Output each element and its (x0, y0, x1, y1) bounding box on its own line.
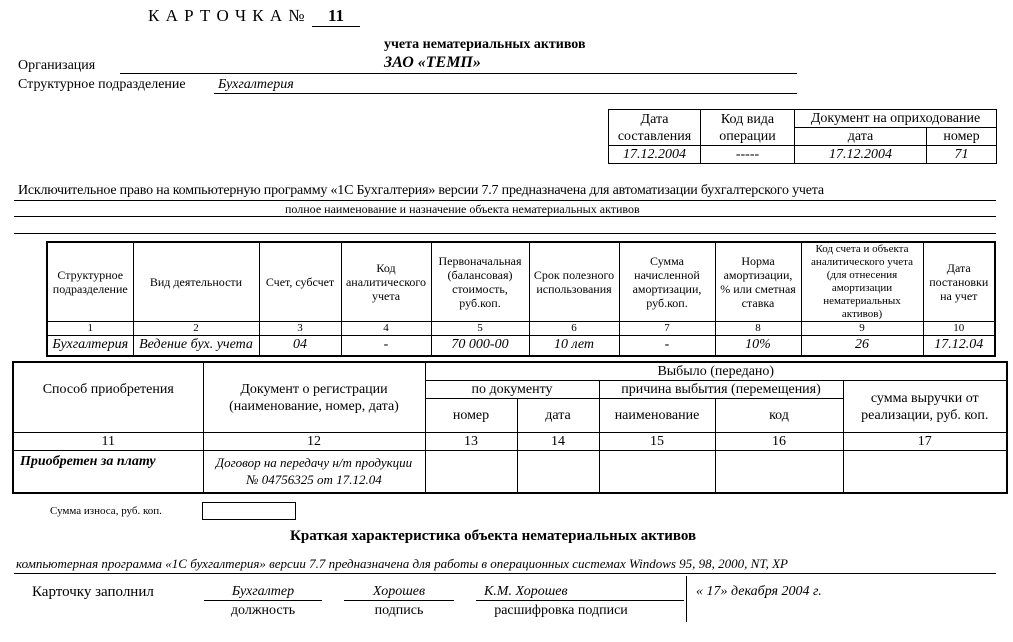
t1-h-6: Сумма начисленной амортизации, руб.коп. (619, 242, 715, 322)
org-value: ЗАО «ТЕМП» (384, 54, 481, 71)
t2-h-method: Способ приобретения (13, 362, 203, 433)
t1-h-3: Код аналитического учета (341, 242, 431, 322)
t2-n-3: 14 (517, 433, 599, 451)
brief-text: компьютерная программа «1С бухгалтерия» версии 7.7 предназначена для работы в операционных системах Windows 95, 98, 2000, NT, XP (16, 556, 789, 571)
t1-v-1: Ведение бух. учета (133, 336, 259, 356)
doc-h-date: Дата составления (609, 110, 701, 146)
t1-n-2: 3 (259, 322, 341, 336)
doc-v-doc-num: 71 (927, 146, 997, 164)
t1-v-9: 17.12.04 (923, 336, 995, 356)
t2-h-retired: Выбыло (передано) (425, 362, 1007, 381)
t2-h-name: наименование (599, 399, 715, 433)
t2-n-4: 15 (599, 433, 715, 451)
t2-n-0: 11 (13, 433, 203, 451)
t1-h-1: Вид деятельности (133, 242, 259, 322)
wear-label: Сумма износа, руб. коп. (50, 505, 162, 517)
t2-h-reason: причина выбытия (перемещения) (599, 381, 843, 399)
doc-h-code: Код вида операции (701, 110, 795, 146)
object-name: Исключительное право на компьютерную программу «1С Бухгалтерия» версии 7.7 предназначена для автоматизации бухгалтерского учета (18, 183, 824, 198)
t1-v-0: Бухгалтерия (47, 336, 133, 356)
decoding-caption: расшифровка подписи (494, 603, 628, 618)
t1-v-7: 10% (715, 336, 801, 356)
t2-n-6: 17 (843, 433, 1007, 451)
t1-h-4: Первоначальная (балансовая) стоимость, руб.коп. (431, 242, 529, 322)
t1-n-6: 7 (619, 322, 715, 336)
t2-v-code (715, 451, 843, 493)
filled-label: Карточку заполнил (32, 584, 154, 600)
decoding-value: К.М. Хорошев (476, 584, 684, 601)
t2-v-date (517, 451, 599, 493)
t1-n-7: 8 (715, 322, 801, 336)
doc-h-doc-date: дата (795, 128, 927, 146)
org-label: Организация (18, 58, 96, 73)
t1-h-7: Норма амортизации, % или сметная ставка (715, 242, 801, 322)
doc-v-doc-date: 17.12.2004 (795, 146, 927, 164)
t1-n-5: 6 (529, 322, 619, 336)
t2-v-number (425, 451, 517, 493)
doc-v-code: ----- (701, 146, 795, 164)
t2-h-bydoc: по документу (425, 381, 599, 399)
doc-h-doc-num: номер (927, 128, 997, 146)
t1-n-0: 1 (47, 322, 133, 336)
t1-v-3: - (341, 336, 431, 356)
doc-table (608, 109, 997, 164)
t2-n-2: 13 (425, 433, 517, 451)
card-subtitle: учета нематериальных активов (384, 37, 586, 52)
t1-v-6: - (619, 336, 715, 356)
t2-n-1: 12 (203, 433, 425, 451)
t1-n-3: 4 (341, 322, 431, 336)
footer-date: « 17» декабря 2004 г. (696, 584, 822, 599)
position-value: Бухгалтер (204, 584, 322, 601)
doc-h-doc: Документ на оприходование (795, 110, 997, 128)
t1-v-8: 26 (801, 336, 923, 356)
card-title: К А Р Т О Ч К А № (148, 6, 306, 25)
object-caption: полное наименование и назначение объекта нематериальных активов (285, 202, 640, 216)
t1-n-9: 10 (923, 322, 995, 336)
doc-v-date: 17.12.2004 (609, 146, 701, 164)
t1-h-0: Структурное подразделение (47, 242, 133, 322)
t2-v-revenue (843, 451, 1007, 493)
t2-h-code: код (715, 399, 843, 433)
characteristics-table (46, 241, 996, 357)
t2-v-name (599, 451, 715, 493)
t2-h-number: номер (425, 399, 517, 433)
t2-h-regdoc: Документ о регистрации (наименование, номер, дата) (203, 362, 425, 433)
t1-n-8: 9 (801, 322, 923, 336)
brief-title: Краткая характеристика объекта нематериальных активов (290, 528, 697, 544)
t2-n-5: 16 (715, 433, 843, 451)
t1-v-4: 70 000-00 (431, 336, 529, 356)
t1-h-9: Дата постановки на учет (923, 242, 995, 322)
signature-caption: подпись (374, 603, 424, 618)
t2-v-regdoc: Договор на передачу н/т продукции № 04756325 от 17.12.04 (203, 451, 425, 493)
t1-n-4: 5 (431, 322, 529, 336)
signature-value: Хорошев (344, 584, 454, 601)
t2-h-date: дата (517, 399, 599, 433)
wear-value (202, 502, 296, 520)
t1-h-5: Срок полезного использования (529, 242, 619, 322)
t1-n-1: 2 (133, 322, 259, 336)
dept-value: Бухгалтерия (218, 77, 294, 92)
t1-v-5: 10 лет (529, 336, 619, 356)
card-number: 11 (312, 6, 360, 27)
t1-h-8: Код счета и объекта аналитического учета (для отнесения амортизации нематериальных активов) (801, 242, 923, 322)
t1-h-2: Счет, субсчет (259, 242, 341, 322)
acquisition-table (12, 361, 1008, 494)
t1-v-2: 04 (259, 336, 341, 356)
dept-label: Структурное подразделение (18, 77, 186, 92)
t2-h-revenue: сумма выручки от реализации, руб. коп. (843, 381, 1007, 433)
position-caption: должность (230, 603, 296, 618)
t2-v-method: Приобретен за плату (13, 451, 203, 493)
